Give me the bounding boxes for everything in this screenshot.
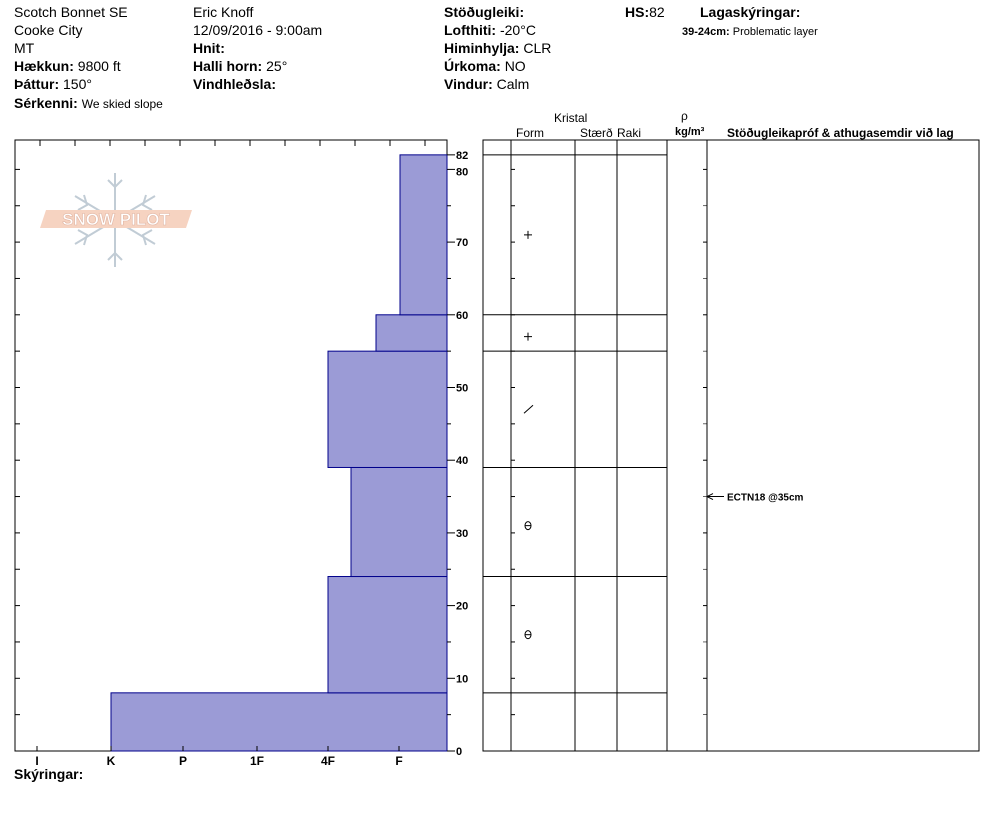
table-frame <box>483 140 979 751</box>
hs-value: 82 <box>649 4 665 20</box>
area-name: Cooke City <box>14 22 83 38</box>
depth-tick-label: 10 <box>456 673 469 686</box>
coords-label: Hnit: <box>193 40 225 56</box>
features-label: Sérkenni: <box>14 95 78 111</box>
density-unit-header: kg/m³ <box>675 126 705 138</box>
layer-bar <box>328 351 447 467</box>
stability-tests <box>707 493 804 504</box>
hardness-label: 4F <box>320 754 336 768</box>
layer-bar <box>376 315 447 351</box>
features-value: We skied slope <box>81 97 163 111</box>
sky-value: CLR <box>523 40 552 56</box>
precip-value: NO <box>504 58 526 74</box>
hardness-label: I <box>35 754 39 768</box>
wind-value: Calm <box>496 76 530 92</box>
rho-header: ρ <box>681 109 688 123</box>
hardness-label: K <box>106 754 116 768</box>
hardness-label: P <box>178 754 188 768</box>
aspect-label: Þáttur: <box>14 76 60 92</box>
precip-label: Úrkoma: <box>444 58 501 74</box>
depth-tick-label: 30 <box>456 527 469 540</box>
depth-tick-label: 60 <box>456 309 469 322</box>
layer-bar <box>400 155 447 315</box>
form-header: Form <box>516 126 544 140</box>
wind-label: Vindur: <box>444 76 493 92</box>
depth-tick-label: 70 <box>456 237 469 250</box>
location-name: Scotch Bonnet SE <box>14 4 128 20</box>
observation-datetime: 12/09/2016 - 9:00am <box>193 22 323 38</box>
size-header: Stærð <box>580 126 613 140</box>
wind-loading-label: Vindhleðsla: <box>193 76 276 92</box>
grain-form-icon <box>524 405 533 413</box>
sky-label: Himinhylja: <box>444 40 520 56</box>
air-temp-label: Lofthiti: <box>444 22 497 38</box>
depth-tick-label: 0 <box>456 746 463 758</box>
logo-text: SNOW PILOT <box>62 210 170 229</box>
snowpilot-logo <box>40 173 192 267</box>
air-temp-value: -20°C <box>499 22 536 38</box>
elevation-value: 9800 ft <box>77 58 121 74</box>
layer-bar <box>328 577 447 693</box>
legend-label: Skýringar: <box>14 766 84 782</box>
layer-bar <box>351 467 447 576</box>
depth-tick-label: 40 <box>456 455 469 468</box>
hs-label: HS: <box>625 4 650 20</box>
hardness-label: F <box>395 754 403 768</box>
elevation-label: Hækkun: <box>14 58 74 74</box>
grain-table <box>483 140 979 751</box>
grain-form-icon <box>524 231 532 239</box>
layer-bar <box>111 693 447 751</box>
slope-label: Halli horn: <box>193 58 263 74</box>
grain-form-icon <box>524 333 532 341</box>
test-result-label: ECTN18 @35cm <box>727 492 804 504</box>
layer-note-range: 39-24cm: <box>682 26 730 38</box>
tests-header: Stöðugleikapróf & athugasemdir við lag <box>727 126 954 140</box>
kristal-header: Kristal <box>554 111 588 125</box>
depth-tick-label: 50 <box>456 382 469 395</box>
slope-value: 25° <box>266 58 288 74</box>
layer-notes-label: Lagaskýringar: <box>700 4 801 20</box>
observer-name: Eric Knoff <box>193 4 254 20</box>
layer-note-text: Problematic layer <box>732 26 818 38</box>
state-name: MT <box>14 40 35 56</box>
depth-tick-label: 20 <box>456 600 469 613</box>
aspect-value: 150° <box>63 76 92 92</box>
moisture-header: Raki <box>617 126 642 140</box>
depth-tick-label: 82 <box>456 149 469 162</box>
hardness-label: 1F <box>249 754 265 768</box>
depth-tick-label: 80 <box>456 166 469 179</box>
stability-label: Stöðugleiki: <box>444 4 525 20</box>
